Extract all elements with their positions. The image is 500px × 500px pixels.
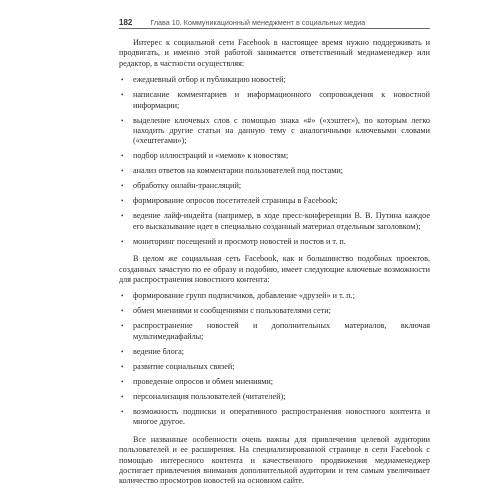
- list-item-text: ведение лайф-индейта (например, в ходе пресс-конференции В. В. Путина каждое его высказывание идет в специально созданный материал отдельным заголовком);: [133, 211, 430, 231]
- conclusion-paragraph: Все названные особенности очень важны для привлечения целевой аудитории пользователей и ее расширения. На специализированной странице в сети Facebook с помощью интересного контента и качественного продвижения медиаменеджер достигает привлечения внимания дополнительной аудитории и тем самым увеличивает количество просмотров новостей на основном сайте.: [119, 434, 430, 486]
- list-item: [119, 407, 430, 428]
- list-item: [119, 211, 430, 232]
- chapter-title: Глава 10. Коммуникационный менеджмент в социальных медиа: [150, 18, 366, 27]
- features-intro-paragraph: В целом же социальная сеть Facebook, как и большинство подобных проектов, созданных зачастую по ее образу и подобию, имеет следующие ключевые возможности для распространения новостного контента:: [119, 254, 430, 285]
- list-item-text: возможность подписки и оперативного распространения новостного контента и многое другое.: [133, 406, 430, 427]
- bullet-icon: •: [121, 407, 124, 416]
- bullet-icon: •: [121, 116, 124, 125]
- list-item-text: персонализация пользователей (читателей);: [133, 391, 286, 401]
- bullet-icon: •: [121, 392, 124, 401]
- list-item: [119, 306, 430, 316]
- bullet-icon: •: [121, 91, 124, 100]
- bullet-icon: •: [121, 347, 124, 356]
- list-item: [119, 196, 430, 206]
- intro-paragraph: Интерес к социальной сети Facebook в настоящее время нужно поддерживать и продвигать, и именно этой работой занимается ответственный медиаменеджер или редактор, в частности осуществляя:: [119, 38, 430, 68]
- bullet-icon: •: [121, 76, 124, 85]
- bullet-icon: •: [121, 167, 124, 176]
- list-item: [119, 151, 430, 161]
- list-item: [119, 90, 430, 111]
- list-item: [119, 166, 430, 176]
- bullet-icon: •: [121, 377, 124, 386]
- list-item: [119, 377, 430, 387]
- list-item-text: проведение опросов и обмен мнениями;: [133, 376, 274, 386]
- list-item-text: подбор иллюстраций и «мемов» к новостям;: [133, 151, 289, 161]
- list-item-text: выделение ключевых слов с помощью знака «#» («хэштег»), по которым легко находить другие статьи на данную тему с аналогичными ключевыми словами («хештегами»);: [133, 115, 430, 146]
- bullet-icon: •: [121, 152, 124, 161]
- list-item-text: ведение блога;: [133, 346, 184, 356]
- list-item-text: формирование опросов посетителей страницы в Facebook;: [133, 196, 338, 206]
- tasks-list: [119, 75, 430, 247]
- list-item-text: обработку онлайн-трансляций;: [133, 181, 242, 191]
- bullet-icon: •: [121, 182, 124, 191]
- list-item: [119, 116, 430, 147]
- list-item-text: написание комментариев и информационного сопровождения к новостной информации;: [133, 90, 430, 110]
- list-item-text: развитие социальных связей;: [133, 361, 235, 371]
- list-item: [119, 237, 430, 247]
- list-item: [119, 291, 430, 301]
- list-item: [119, 347, 430, 357]
- list-item-text: ежедневный отбор и публикацию новостей;: [133, 75, 286, 85]
- bullet-icon: •: [121, 212, 124, 221]
- list-item-text: мониторинг посещений и просмотр новостей и постов и т. п.: [133, 236, 346, 246]
- list-item: [119, 392, 430, 402]
- list-item: [119, 75, 430, 85]
- bullet-icon: •: [121, 292, 124, 301]
- bullet-icon: •: [121, 197, 124, 206]
- running-header: [119, 18, 430, 29]
- features-list: [119, 291, 430, 427]
- bullet-icon: •: [121, 362, 124, 371]
- list-item-text: обмен мнениями и сообщениями с пользователями сети;: [133, 306, 331, 316]
- list-item-text: формирование групп подписчиков, добавление «друзей» и т. п.;: [133, 291, 355, 301]
- bullet-icon: •: [121, 307, 124, 316]
- list-item: [119, 321, 430, 342]
- bullet-icon: •: [121, 237, 124, 246]
- list-item-text: распространение новостей и дополнительных материалов, включая мультимедиафайлы;: [133, 321, 430, 341]
- list-item: [119, 181, 430, 191]
- bullet-icon: •: [121, 322, 124, 331]
- list-item: [119, 362, 430, 372]
- list-item-text: анализ ответов на комментарии пользователей под постами;: [133, 166, 344, 176]
- page-number: 182: [119, 18, 133, 27]
